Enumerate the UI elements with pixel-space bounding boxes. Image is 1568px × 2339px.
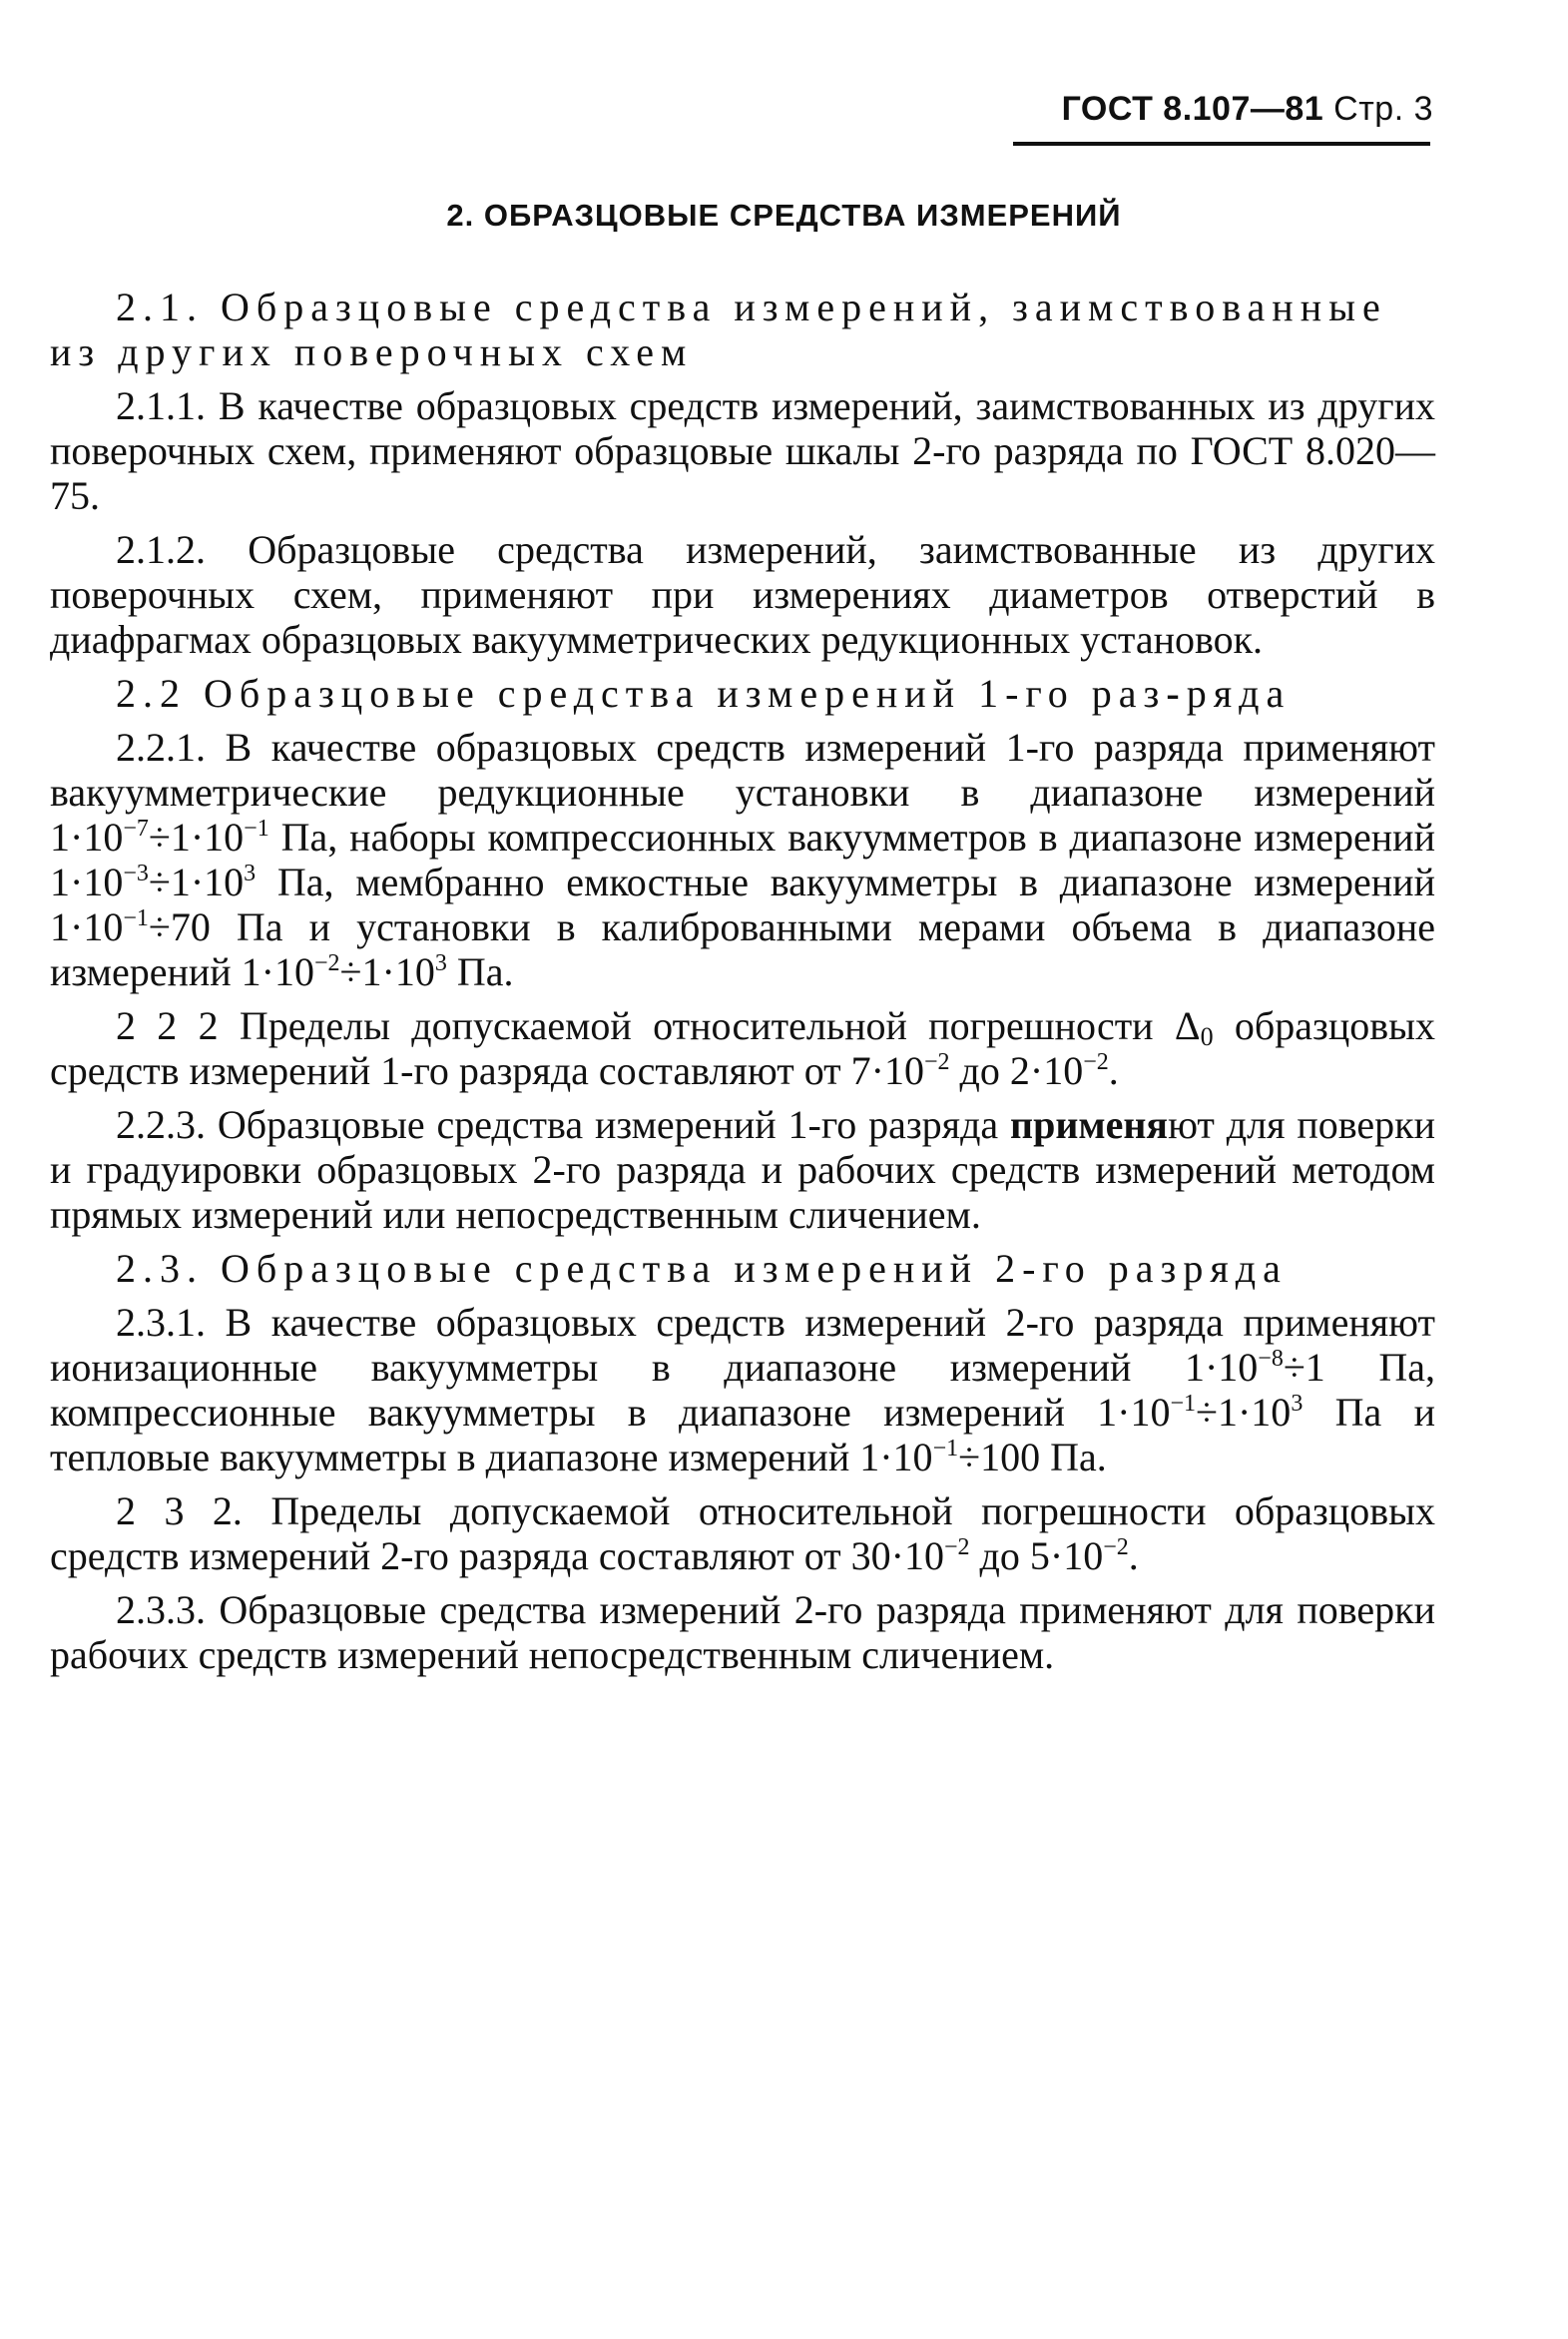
exponent: 3 xyxy=(244,861,257,886)
paragraph-2-2-tail: ряда xyxy=(1186,671,1292,716)
text-run: . xyxy=(1128,1533,1139,1578)
text-run: Па и тепловые вакуумметры в диапазоне измерений 1·10 xyxy=(50,1390,1435,1479)
text-run: до 5·10 xyxy=(969,1533,1104,1578)
exponent: −1 xyxy=(932,1436,959,1462)
paragraph-2-2 xyxy=(50,671,1435,716)
text-run: до 2·10 xyxy=(949,1048,1084,1093)
page-number: Стр. 3 xyxy=(1333,90,1433,128)
header-rule xyxy=(1013,142,1430,146)
paragraph-2-3-3: 2.3.3. Образцовые средства измерений 2-го разряда применяют для поверки рабочих средств измерений непосредственным сличением. xyxy=(50,1587,1435,1677)
running-header xyxy=(1062,90,1433,129)
paragraph-2-2-1 xyxy=(50,725,1435,994)
exponent: −8 xyxy=(1258,1346,1284,1372)
exponent: 3 xyxy=(1291,1391,1304,1417)
text-run: образцовых средств измерений 1-го разряда составляют от 7·10 xyxy=(50,1003,1435,1093)
text-run: ÷1·10 xyxy=(148,860,245,904)
text-run: ÷1·10 xyxy=(148,815,245,860)
section-title: 2. ОБРАЗЦОВЫЕ СРЕДСТВА ИЗМЕРЕНИЙ xyxy=(446,198,1122,233)
text-run: 2 3 2. Пределы допускаемой относительной погрешности образцовых средств измерений 2-го разряда составляют от 30·10 xyxy=(50,1488,1435,1578)
paragraph-2-3-2 xyxy=(50,1488,1435,1578)
exponent: −1 xyxy=(244,816,269,842)
document-id: ГОСТ 8.107—81 xyxy=(1061,90,1324,128)
exponent: −2 xyxy=(314,950,340,976)
text-run: 2.2.3. Образцовые средства измерений 1-го разряда xyxy=(116,1102,1011,1147)
exponent: −2 xyxy=(923,1049,950,1075)
paragraph-2-2-3 xyxy=(50,1102,1435,1237)
exponent: −1 xyxy=(123,905,149,931)
text-run: Па, мембранно емкостные вакуумметры в диапазоне измерений 1·10 xyxy=(50,860,1435,949)
text-run: . xyxy=(1108,1048,1119,1093)
subscript: 0 xyxy=(1200,1022,1214,1051)
text-run: Па. xyxy=(446,949,514,994)
text-run: ÷1·10 xyxy=(339,949,435,994)
text-run: ют для поверки и градуировки образцовых 2-го разряда и рабочих средств измерений методом прямых измерений или непосредственным сличением. xyxy=(50,1102,1435,1237)
exponent: −3 xyxy=(123,861,149,886)
text-run: 2.2.1. В качестве образцовых средств измерений 1-го разряда применяют вакуумметрические редукционные установки в диапазоне измерений 1·10 xyxy=(50,725,1435,860)
text-run: ÷70 Па и установки в калиброванными мерами объема в диапазоне измерений 1·10 xyxy=(50,904,1435,994)
paragraph-2-2-2 xyxy=(50,1003,1435,1093)
paragraph-2-1-2: 2.1.2. Образцовые средства измерений, заимствованные из других поверочных схем, применяют при измерениях диаметров отверстий в диафрагмах образцовых вакуумметрических редукционных установок. xyxy=(50,527,1435,662)
paragraph-2-2-lead: 2.2 Образцовые средства измерений 1-го раз xyxy=(116,671,1167,716)
exponent: −2 xyxy=(943,1534,970,1560)
paragraph-2-1: 2.1. Образцовые средства измерений, заимствованные из других поверочных схем xyxy=(50,285,1387,374)
text-run: ÷100 Па. xyxy=(958,1435,1107,1479)
exponent: −2 xyxy=(1083,1049,1109,1075)
bold-run: применя xyxy=(1010,1102,1169,1147)
text-run: ÷1·10 xyxy=(1196,1390,1292,1435)
exponent: −2 xyxy=(1103,1534,1129,1560)
text-run: Па, наборы компрессионных вакуумметров в диапазоне измерений 1·10 xyxy=(50,815,1435,904)
text-run: 2.3.1. В качестве образцовых средств измерений 2-го разряда применяют ионизационные вакуумметры в диапазоне измерений 1·10 xyxy=(50,1300,1435,1390)
paragraph-2-2-hyphen: - xyxy=(1166,671,1187,716)
exponent: −1 xyxy=(1170,1391,1197,1417)
paragraph-2-3: 2.3. Образцовые средства измерений 2-го разряда xyxy=(116,1246,1288,1291)
exponent: −7 xyxy=(123,816,149,842)
paragraph-2-1-1: 2.1.1. В качестве образцовых средств измерений, заимствованных из других поверочных схем, применяют образцовые шкалы 2-го разряда по ГОСТ 8.020—75. xyxy=(50,383,1435,518)
paragraph-2-3-1 xyxy=(50,1300,1435,1479)
text-run: ÷1 Па, компрессионные вакуумметры в диапазоне измерений 1·10 xyxy=(50,1345,1436,1435)
body-text xyxy=(50,285,1435,1686)
exponent: 3 xyxy=(434,950,447,976)
text-run: 2 2 2 Пределы допускаемой относительной погрешности Δ xyxy=(116,1003,1201,1048)
